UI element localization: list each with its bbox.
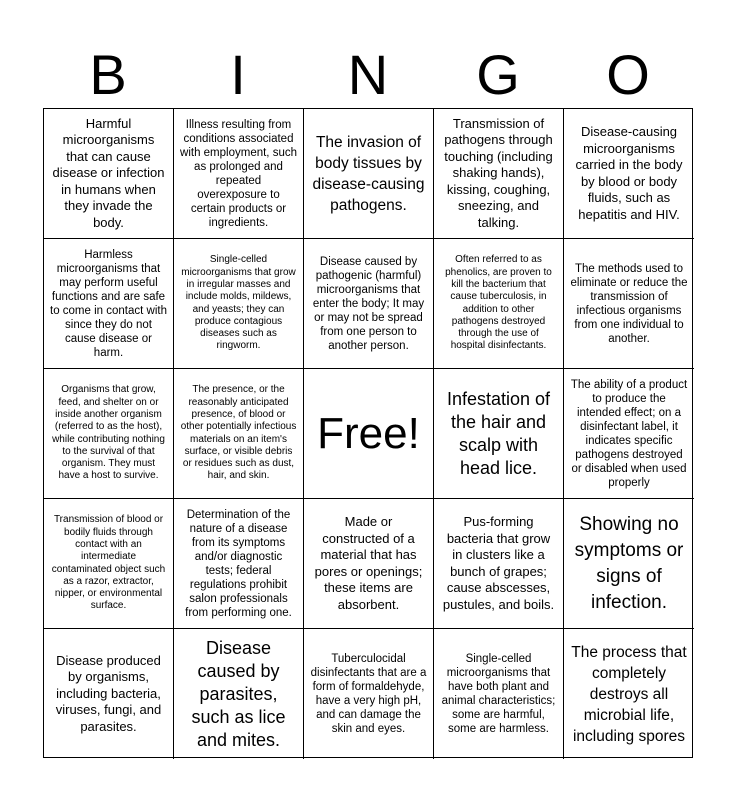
bingo-cell[interactable] [564, 239, 694, 369]
cell-text: Determination of the nature of a disease from its symptoms and/or diagnostic tests; federal regulations prohibit salon professionals from performing one. [185, 508, 292, 619]
header-letter-i: I [230, 43, 246, 106]
cell-text: Illness resulting from conditions associated with employment, such as prolonged and repeated overexposure to certain products or ingredients. [180, 118, 297, 229]
cell-text: Disease caused by parasites, such as lice and mites. [191, 637, 286, 750]
free-space-text: Free! [317, 408, 420, 458]
cell-text: Disease produced by organisms, including bacteria, viruses, fungi, and parasites. [55, 652, 162, 734]
header-letter-g: G [476, 43, 520, 106]
cell-text: The presence, or the reasonably anticipated presence, of blood or other potentially infectious materials on an item's surface, or visible debris or residues such as dust, hair, and skin. [180, 384, 297, 482]
cell-text: Single-celled microorganisms that grow in irregular masses and include molds, mildews, and yeasts; they can produce contagious diseases such as ringworm. [181, 254, 296, 352]
header-letter-o: O [606, 43, 650, 106]
bingo-cell[interactable] [174, 109, 304, 239]
bingo-cell[interactable] [564, 109, 694, 239]
bingo-cell[interactable] [434, 499, 564, 629]
cell-text: Single-celled microorganisms that have both plant and animal characteristics; some are harmful, some are harmless. [441, 653, 556, 735]
cell-text: Disease caused by pathogenic (harmful) microorganisms that enter the body; It may or may not be spread from one person to another person. [312, 255, 425, 352]
header-letter-n: N [347, 43, 389, 106]
cell-text: Transmission of blood or bodily fluids through contact with an intermediate contaminated object such as a razor, extractor, nipper, or environmental surface. [51, 514, 166, 612]
cell-text: Transmission of pathogens through touching (including shaking hands), kissing, coughing, sneezing, and talking. [444, 115, 553, 230]
bingo-cell[interactable] [564, 629, 694, 759]
bingo-cell[interactable] [434, 239, 564, 369]
bingo-grid [43, 108, 693, 758]
cell-text: The invasion of body tissues by disease-causing pathogens. [312, 133, 425, 214]
cell-text: Tuberculocidal disinfectants that are a form of formaldehyde, have a very high pH, and can damage the skin and eyes. [310, 653, 427, 735]
cell-text: Infestation of the hair and scalp with head lice. [446, 388, 551, 478]
bingo-cell[interactable] [44, 109, 174, 239]
bingo-cell[interactable] [44, 629, 174, 759]
bingo-cell[interactable] [44, 239, 174, 369]
cell-text: The ability of a product to produce the intended effect; on a disinfectant label, it indicates specific pathogens destroyed or disabled when used properly [570, 378, 688, 489]
bingo-cell[interactable] [174, 239, 304, 369]
bingo-cell[interactable] [304, 629, 434, 759]
bingo-cell[interactable] [434, 629, 564, 759]
cell-text: Harmless microorganisms that may perform useful functions and are safe to come in contact with since they do not cause disease or harm. [50, 248, 167, 359]
cell-text: Often referred to as phenolics, are proven to kill the bacterium that cause tuberculosis, in addition to other pathogens destroyed through the use of hospital disinfectants. [445, 254, 552, 352]
bingo-cell[interactable] [304, 499, 434, 629]
bingo-cell[interactable] [304, 109, 434, 239]
bingo-cell[interactable] [564, 369, 694, 499]
bingo-cell[interactable] [44, 499, 174, 629]
bingo-header [43, 42, 693, 108]
bingo-cell[interactable] [304, 239, 434, 369]
bingo-cell[interactable] [434, 369, 564, 499]
cell-text: Harmful microorganisms that can cause disease or infection in humans when they invade the body. [52, 115, 165, 230]
cell-text: Pus-forming bacteria that grow in clusters like a bunch of grapes; cause abscesses, pustules, and boils. [442, 514, 555, 612]
bingo-cell[interactable] [564, 499, 694, 629]
cell-text: The methods used to eliminate or reduce the transmission of infectious organisms from one individual to another. [570, 262, 688, 345]
cell-text: The process that completely destroys all microbial life, including spores [571, 643, 687, 745]
cell-text: Organisms that grow, feed, and shelter on or inside another organism (referred to as the host), while contributing nothing to the survival of that organism. They must have a host to survive. [52, 384, 165, 482]
bingo-cell[interactable] [174, 499, 304, 629]
header-letter-b: B [89, 43, 127, 106]
bingo-cell[interactable] [44, 369, 174, 499]
bingo-cell[interactable] [174, 629, 304, 759]
bingo-cell[interactable] [174, 369, 304, 499]
free-space-cell[interactable] [304, 369, 434, 499]
cell-text: Disease-causing microorganisms carried in the body by blood or body fluids, such as hepatitis and HIV. [575, 124, 683, 222]
cell-text: Showing no symptoms or signs of infection. [574, 513, 684, 613]
bingo-cell[interactable] [434, 109, 564, 239]
cell-text: Made or constructed of a material that has pores or openings; these items are absorbent. [314, 514, 423, 612]
